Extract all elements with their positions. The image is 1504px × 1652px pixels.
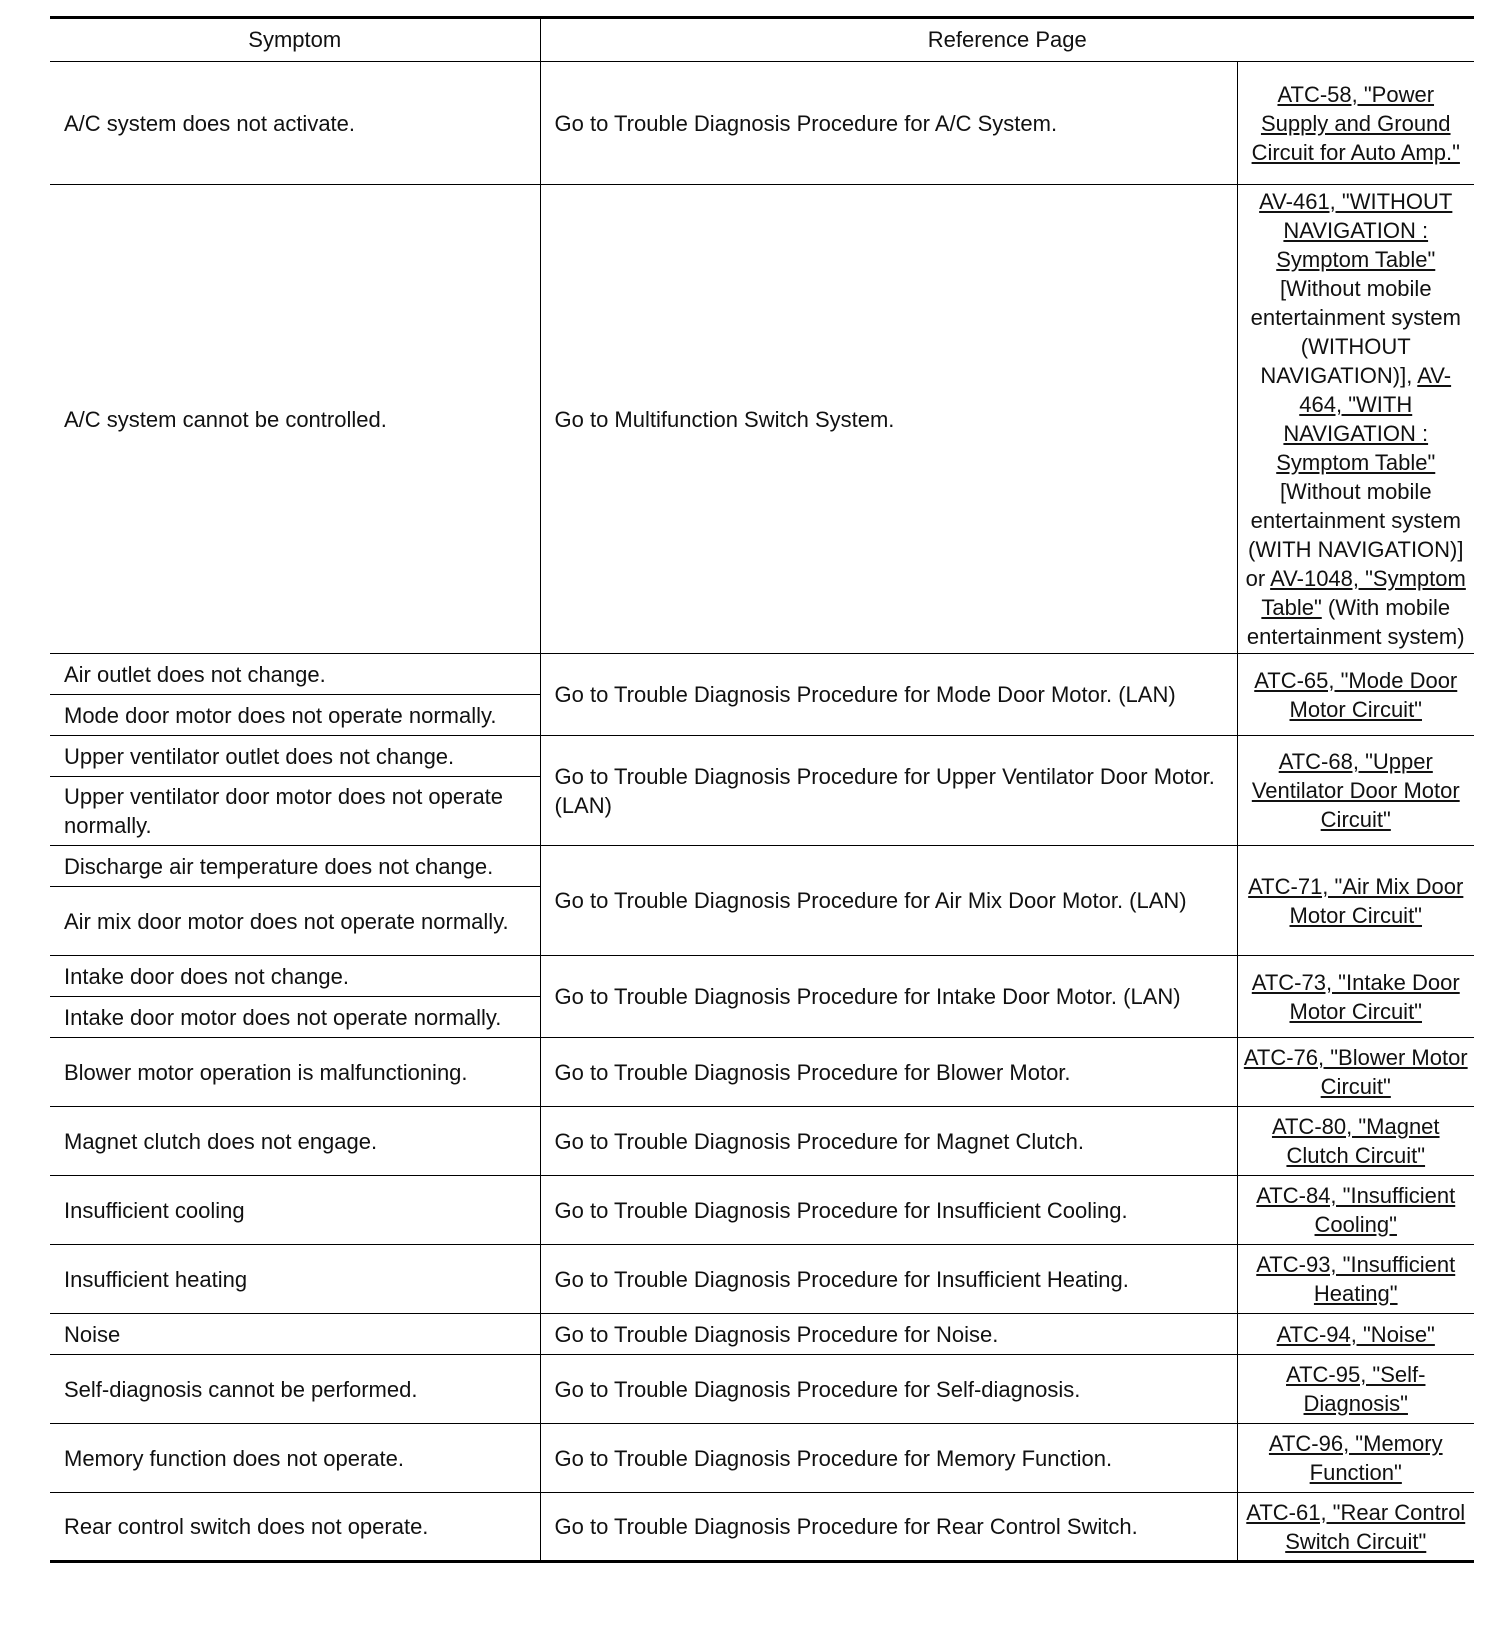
reference-cell bbox=[1237, 1245, 1474, 1314]
reference-cell bbox=[1237, 1493, 1474, 1562]
table-row bbox=[50, 654, 1474, 695]
table-row bbox=[50, 1355, 1474, 1424]
symptom-cell: Rear control switch does not operate. bbox=[50, 1493, 540, 1562]
symptom-cell: Upper ventilator door motor does not operate normally. bbox=[50, 777, 540, 846]
reference-link[interactable]: ATC-76, "Blower Motor Circuit" bbox=[1243, 1045, 1468, 1099]
procedure-cell: Go to Multifunction Switch System. bbox=[540, 185, 1237, 654]
procedure-cell: Go to Trouble Diagnosis Procedure for Rear Control Switch. bbox=[540, 1493, 1237, 1562]
table-body bbox=[50, 62, 1474, 1562]
symptom-cell: Mode door motor does not operate normally. bbox=[50, 695, 540, 736]
reference-link[interactable]: AV-1048, "Symptom Table" bbox=[1261, 566, 1466, 620]
reference-cell bbox=[1237, 1355, 1474, 1424]
procedure-cell: Go to Trouble Diagnosis Procedure for Memory Function. bbox=[540, 1424, 1237, 1493]
reference-link[interactable]: ATC-61, "Rear Control Switch Circuit" bbox=[1246, 1499, 1466, 1554]
table-row bbox=[50, 846, 1474, 887]
procedure-cell: Go to Trouble Diagnosis Procedure for Air Mix Door Motor. (LAN) bbox=[540, 846, 1237, 956]
procedure-cell: Go to Trouble Diagnosis Procedure for Upper Ventilator Door Motor. (LAN) bbox=[540, 736, 1237, 846]
symptom-cell: Discharge air temperature does not change. bbox=[50, 846, 540, 887]
reference-cell bbox=[1237, 654, 1474, 736]
symptom-cell: Noise bbox=[50, 1314, 540, 1355]
table-row bbox=[50, 956, 1474, 997]
table-row bbox=[50, 1424, 1474, 1493]
symptom-cell: Intake door motor does not operate normally. bbox=[50, 997, 540, 1038]
symptom-cell: Insufficient cooling bbox=[50, 1176, 540, 1245]
reference-link[interactable]: AV-461, "WITHOUT NAVIGATION : Symptom Table" bbox=[1259, 189, 1453, 272]
table-row bbox=[50, 1038, 1474, 1107]
reference-link[interactable]: ATC-84, "Insufficient Cooling" bbox=[1256, 1183, 1456, 1237]
reference-cell bbox=[1237, 62, 1474, 185]
symptom-cell: Air mix door motor does not operate normally. bbox=[50, 887, 540, 956]
reference-cell bbox=[1237, 1107, 1474, 1176]
procedure-cell: Go to Trouble Diagnosis Procedure for Self-diagnosis. bbox=[540, 1355, 1237, 1424]
reference-cell bbox=[1237, 1314, 1474, 1355]
procedure-cell: Go to Trouble Diagnosis Procedure for Magnet Clutch. bbox=[540, 1107, 1237, 1176]
reference-link[interactable]: ATC-71, "Air Mix Door Motor Circuit" bbox=[1248, 873, 1464, 928]
header-row bbox=[50, 18, 1474, 62]
procedure-cell: Go to Trouble Diagnosis Procedure for Insufficient Cooling. bbox=[540, 1176, 1237, 1245]
reference-link[interactable]: ATC-58, "Power Supply and Ground Circuit for Auto Amp." bbox=[1251, 81, 1460, 165]
header-reference-page: Reference Page bbox=[540, 18, 1474, 62]
symptom-table bbox=[50, 16, 1474, 1563]
reference-cell bbox=[1237, 736, 1474, 846]
procedure-cell: Go to Trouble Diagnosis Procedure for A/C System. bbox=[540, 62, 1237, 185]
symptom-cell: Memory function does not operate. bbox=[50, 1424, 540, 1493]
reference-cell bbox=[1237, 1038, 1474, 1107]
reference-link[interactable]: ATC-65, "Mode Door Motor Circuit" bbox=[1254, 667, 1458, 722]
reference-link[interactable]: ATC-94, "Noise" bbox=[1276, 1321, 1435, 1347]
reference-cell bbox=[1237, 1176, 1474, 1245]
table-row bbox=[50, 185, 1474, 654]
reference-note: [Without mobile entertainment system (WITHOUT NAVIGATION)], bbox=[1250, 276, 1461, 388]
reference-link[interactable]: ATC-80, "Magnet Clutch Circuit" bbox=[1271, 1114, 1440, 1168]
reference-link[interactable]: ATC-73, "Intake Door Motor Circuit" bbox=[1251, 969, 1460, 1024]
symptom-cell: Self-diagnosis cannot be performed. bbox=[50, 1355, 540, 1424]
procedure-cell: Go to Trouble Diagnosis Procedure for Mode Door Motor. (LAN) bbox=[540, 654, 1237, 736]
symptom-cell: Blower motor operation is malfunctioning. bbox=[50, 1038, 540, 1107]
table-row bbox=[50, 736, 1474, 777]
symptom-cell: Insufficient heating bbox=[50, 1245, 540, 1314]
reference-note: (With mobile entertainment system) bbox=[1246, 595, 1465, 649]
procedure-cell: Go to Trouble Diagnosis Procedure for Blower Motor. bbox=[540, 1038, 1237, 1107]
symptom-cell: Intake door does not change. bbox=[50, 956, 540, 997]
symptom-cell: A/C system does not activate. bbox=[50, 62, 540, 185]
procedure-cell: Go to Trouble Diagnosis Procedure for Intake Door Motor. (LAN) bbox=[540, 956, 1237, 1038]
symptom-cell: Magnet clutch does not engage. bbox=[50, 1107, 540, 1176]
reference-cell bbox=[1237, 1424, 1474, 1493]
symptom-cell: Upper ventilator outlet does not change. bbox=[50, 736, 540, 777]
reference-cell bbox=[1237, 185, 1474, 654]
reference-note: [Without mobile entertainment system (WITH NAVIGATION)] or bbox=[1245, 479, 1464, 591]
reference-cell bbox=[1237, 956, 1474, 1038]
reference-link[interactable]: AV-464, "WITH NAVIGATION : Symptom Table" bbox=[1276, 363, 1452, 475]
reference-link[interactable]: ATC-93, "Insufficient Heating" bbox=[1256, 1252, 1456, 1306]
symptom-cell: Air outlet does not change. bbox=[50, 654, 540, 695]
table-row bbox=[50, 1107, 1474, 1176]
table-row bbox=[50, 1176, 1474, 1245]
table-row bbox=[50, 1493, 1474, 1562]
table-row bbox=[50, 1314, 1474, 1355]
document-page bbox=[50, 16, 1474, 1563]
reference-link[interactable]: ATC-96, "Memory Function" bbox=[1268, 1431, 1443, 1485]
procedure-cell: Go to Trouble Diagnosis Procedure for Noise. bbox=[540, 1314, 1237, 1355]
reference-link[interactable]: ATC-68, "Upper Ventilator Door Motor Circuit" bbox=[1251, 749, 1460, 832]
symptom-cell: A/C system cannot be controlled. bbox=[50, 185, 540, 654]
procedure-cell: Go to Trouble Diagnosis Procedure for Insufficient Heating. bbox=[540, 1245, 1237, 1314]
reference-cell bbox=[1237, 846, 1474, 956]
header-symptom: Symptom bbox=[50, 18, 540, 62]
table-row bbox=[50, 62, 1474, 185]
table-row bbox=[50, 1245, 1474, 1314]
reference-link[interactable]: ATC-95, "Self-Diagnosis" bbox=[1286, 1362, 1426, 1416]
